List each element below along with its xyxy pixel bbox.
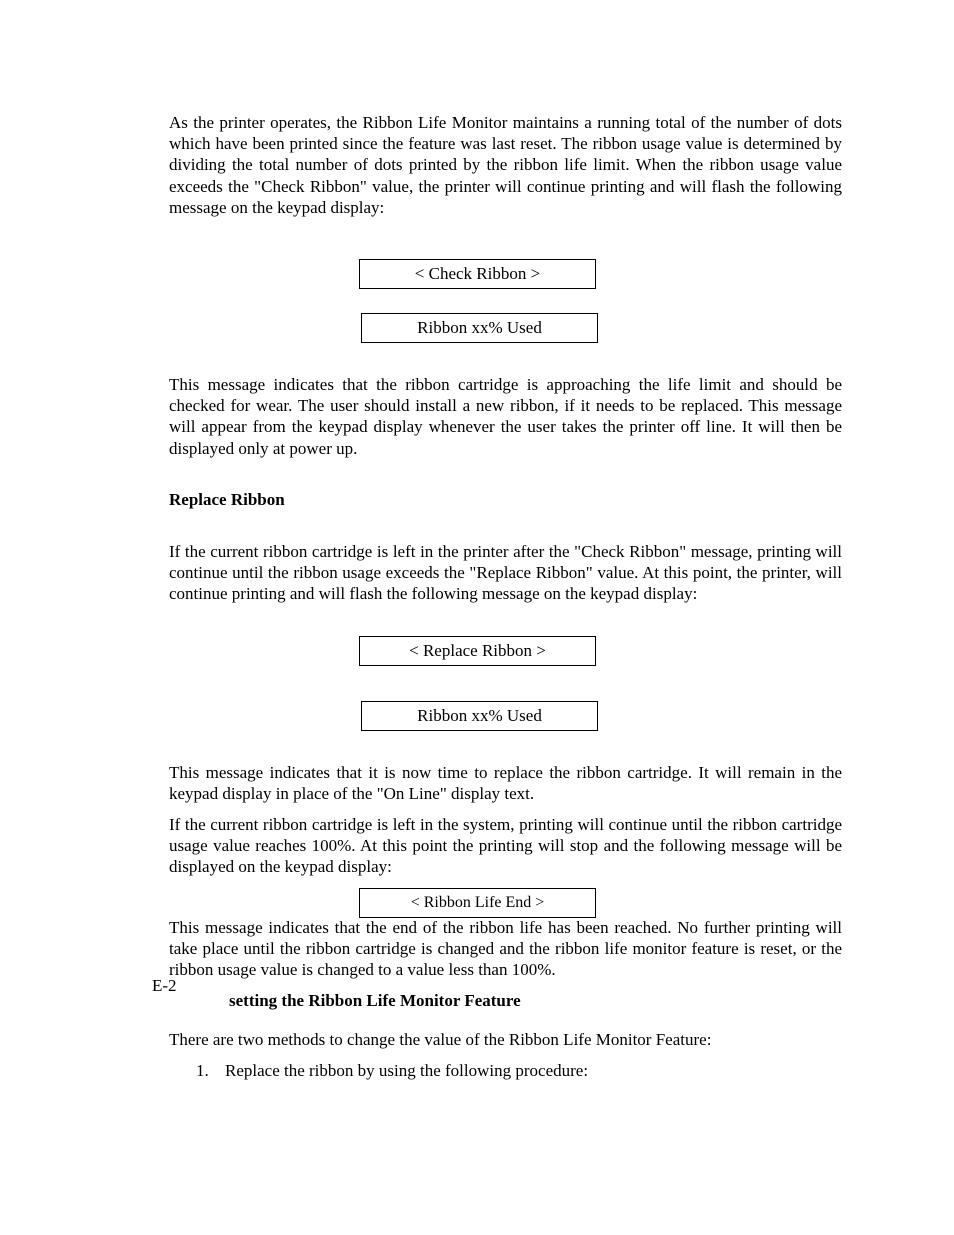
- list-item-text: Replace the ribbon by using the following procedure:: [225, 1061, 589, 1080]
- replace-ribbon-display: < Replace Ribbon >: [359, 636, 596, 666]
- intro-paragraph: As the printer operates, the Ribbon Life Monitor maintains a running total of the number of dots which have been printed since the feature was last reset. The ribbon usage value is determined by dividing the total number of dots printed by the ribbon life limit. When the ribbon usage value exceeds the "Check Ribbon" value, the printer will continue printing and will flash the following message on the keypad display:: [169, 113, 842, 217]
- replace-ribbon-heading: Replace Ribbon: [169, 490, 285, 509]
- life-end-explanation: This message indicates that the end of the ribbon life has been reached. No further printing will take place until the ribbon cartridge is changed and the ribbon life monitor feature is reset, or the ribbon usage value is changed to a value less than 100%.: [169, 918, 842, 980]
- methods-intro: There are two methods to change the value of the Ribbon Life Monitor Feature:: [169, 1030, 712, 1049]
- ribbon-life-end-display: < Ribbon Life End >: [359, 888, 596, 918]
- check-ribbon-display: < Check Ribbon >: [359, 259, 596, 289]
- replace-ribbon-explanation: This message indicates that it is now time to replace the ribbon cartridge. It will remain in the keypad display in place of the "On Line" display text.: [169, 763, 842, 804]
- check-ribbon-explanation: This message indicates that the ribbon cartridge is approaching the life limit and should be checked for wear. The user should install a new ribbon, if it needs to be replaced. This message will appear from the keypad display whenever the user takes the printer off line. It will then be displayed only at power up.: [169, 375, 842, 458]
- resetting-heading: setting the Ribbon Life Monitor Feature: [229, 991, 521, 1010]
- list-item-number: 1.: [196, 1061, 209, 1080]
- ribbon-used-display-1: Ribbon xx% Used: [361, 313, 598, 343]
- ribbon-used-display-2: Ribbon xx% Used: [361, 701, 598, 731]
- replace-ribbon-paragraph: If the current ribbon cartridge is left in the printer after the "Check Ribbon" message, printing will continue until the ribbon usage exceeds the "Replace Ribbon" value. At this point, the printer, will continue printing and will flash the following message on the keypad display:: [169, 542, 842, 604]
- page-number: E-2: [152, 976, 177, 995]
- list-item: [196, 1060, 588, 1081]
- life-end-paragraph: If the current ribbon cartridge is left in the system, printing will continue until the ribbon cartridge usage value reaches 100%. At this point the printing will stop and the following message will be displayed on the keypad display:: [169, 815, 842, 877]
